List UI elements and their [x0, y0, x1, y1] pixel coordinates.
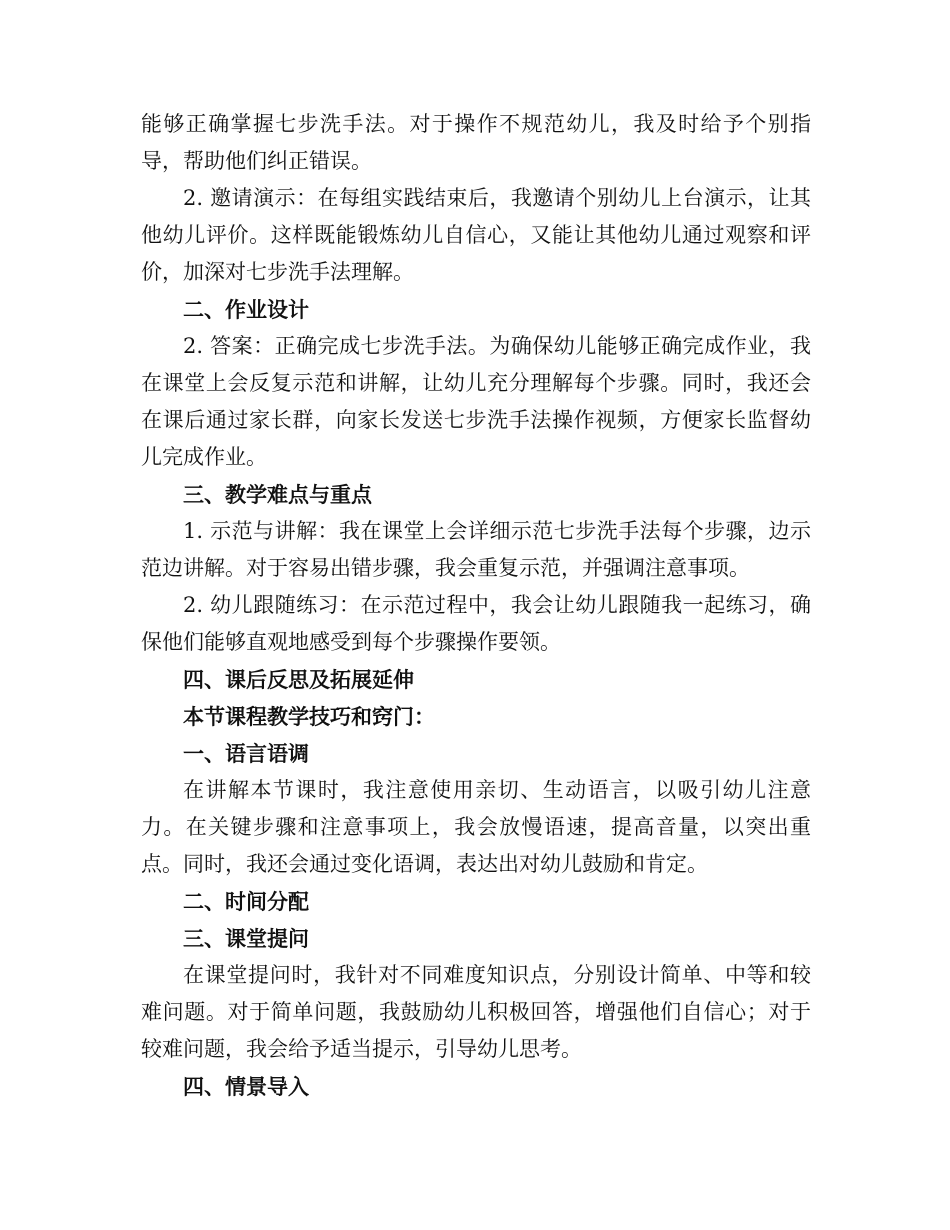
- paragraph-follow-practice: 2. 幼儿跟随练习：在示范过程中，我会让幼儿跟随我一起练习，确保他们能够直观地感受到每个步骤操作要领。: [141, 593, 811, 654]
- heading-teaching-tips: 本节课程教学技巧和窍门：: [183, 704, 435, 729]
- heading-difficulties-focus: 三、教学难点与重点: [183, 482, 372, 507]
- heading-homework-design: 二、作业设计: [183, 297, 309, 322]
- heading-classroom-questions: 三、课堂提问: [183, 926, 309, 951]
- heading-language-tone: 一、语言语调: [183, 741, 309, 766]
- paragraph-invite-demo: 2. 邀请演示：在每组实践结束后，我邀请个别幼儿上台演示，让其他幼儿评价。这样既能锻炼幼儿自信心，又能让其他幼儿通过观察和评价，加深对七步洗手法理解。: [141, 186, 811, 284]
- document-body: [141, 106, 811, 1105]
- paragraph-demo-explain: 1. 示范与讲解：我在课堂上会详细示范七步洗手法每个步骤，边示范边讲解。对于容易出错步骤，我会重复示范，并强调注意事项。: [141, 519, 811, 580]
- paragraph-classroom-questions: 在课堂提问时，我针对不同难度知识点，分别设计简单、中等和较难问题。对于简单问题，我鼓励幼儿积极回答，增强他们自信心；对于较难问题，我会给予适当提示，引导幼儿思考。: [141, 963, 811, 1061]
- paragraph-language-tone: 在讲解本节课时，我注意使用亲切、生动语言，以吸引幼儿注意力。在关键步骤和注意事项上，我会放慢语速，提高音量，以突出重点。同时，我还会通过变化语调，表达出对幼儿鼓励和肯定。: [141, 778, 811, 876]
- heading-reflection-extension: 四、课后反思及拓展延伸: [183, 667, 414, 692]
- paragraph-handwashing-guidance: 能够正确掌握七步洗手法。对于操作不规范幼儿，我及时给予个别指导，帮助他们纠正错误。: [141, 112, 811, 173]
- heading-time-allocation: 二、时间分配: [183, 889, 309, 914]
- heading-scenario-intro: 四、情景导入: [183, 1074, 309, 1099]
- paragraph-homework-answer: 2. 答案：正确完成七步洗手法。为确保幼儿能够正确完成作业，我在课堂上会反复示范和讲解，让幼儿充分理解每个步骤。同时，我还会在课后通过家长群，向家长发送七步洗手法操作视频，方便家长监督幼儿完成作业。: [141, 334, 811, 469]
